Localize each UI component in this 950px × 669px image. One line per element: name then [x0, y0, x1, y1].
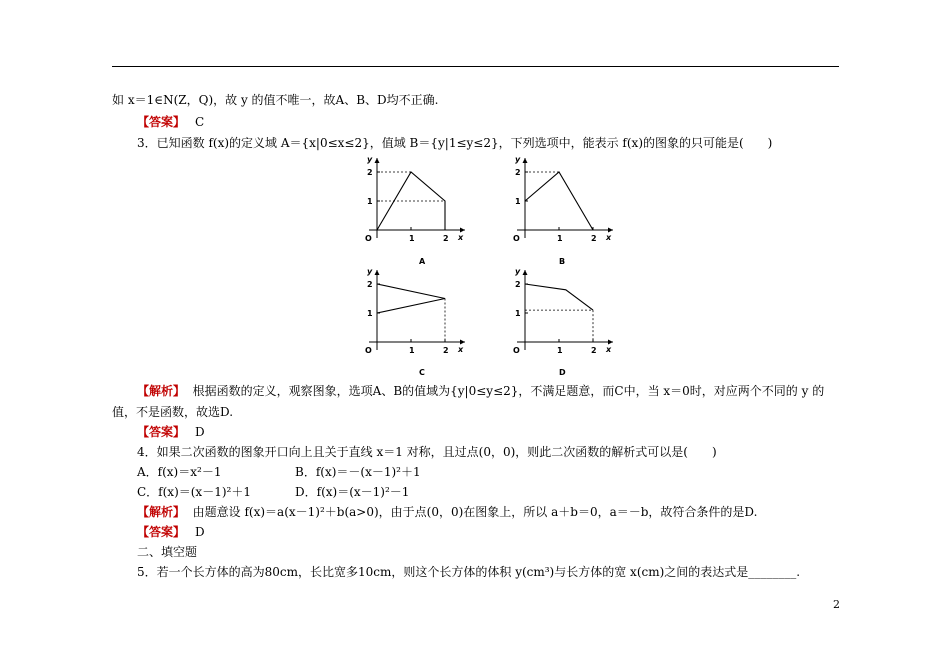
analysis-1-text: 根据函数的定义，观察图象，选项A、B的值域为{y|0≤y≤2}，不满足题意，而C中，当 x＝0时，对应两个不同的 y 的 [192, 384, 825, 398]
y-axis-label: y [515, 155, 521, 164]
y-arrow [523, 270, 528, 275]
y-tick-label: 1 [367, 197, 373, 206]
y-tick-label: 2 [367, 168, 373, 177]
answer-line-3 [137, 524, 205, 540]
x-arrow [460, 340, 465, 345]
question-3: 3．已知函数 f(x)的定义域 A＝{x|0≤x≤2}，值域 B＝{y|1≤y≤2}，下列选项中，能表示 f(x)的图象的只可能是( ) [137, 136, 773, 150]
x-axis-label: x [458, 233, 464, 242]
x-tick-label: 2 [443, 234, 449, 243]
y-tick-label: 1 [367, 309, 373, 318]
analysis-label: 【解析】 [137, 505, 186, 519]
graph-c-caption: C [419, 368, 425, 377]
graph-d [510, 264, 620, 364]
option-c: C．f(x)＝(x－1)²＋1 [137, 485, 251, 499]
x-arrow [460, 228, 465, 233]
analysis-label: 【解析】 [137, 384, 186, 398]
question-5: 5．若一个长方体的高为80cm，长比宽多10cm，则这个长方体的体积 y(cm³)与长方体的宽 x(cm)之间的表达式是________. [137, 565, 801, 579]
y-axis-label: y [515, 267, 521, 276]
graph-c [362, 264, 472, 364]
y-tick-label: 2 [515, 168, 521, 177]
y-tick-label: 2 [367, 280, 373, 289]
analysis-1-line-1 [137, 383, 824, 399]
x-tick-label: 1 [409, 346, 415, 355]
answer-line-1 [137, 114, 204, 130]
function-curve [525, 284, 593, 310]
graph-a-caption: A [419, 257, 426, 266]
x-arrow [608, 340, 613, 345]
y-tick-label: 1 [515, 197, 521, 206]
graph-d-caption: D [559, 368, 566, 377]
answer-label: 【答案】 [137, 525, 186, 539]
option-d: D．f(x)＝(x－1)²－1 [295, 485, 410, 499]
function-curve [525, 172, 593, 230]
origin-label: O [513, 346, 520, 355]
y-arrow [523, 158, 528, 163]
analysis-2 [137, 504, 757, 520]
origin-label: O [365, 346, 372, 355]
x-tick-label: 2 [443, 346, 449, 355]
section-heading: 二、填空题 [137, 545, 198, 559]
option-a: A．f(x)＝x²－1 [137, 465, 222, 479]
analysis-1-line-2: 值，不是函数，故选D. [112, 405, 234, 419]
question-4: 4．如果二次函数的图象开口向上且关于直线 x＝1 对称，且过点(0，0)，则此二次函数的解析式可以是( ) [137, 445, 717, 459]
graph-a [362, 152, 472, 252]
answer-label: 【答案】 [137, 425, 186, 439]
x-axis-label: x [606, 345, 612, 354]
x-axis-label: x [606, 233, 612, 242]
y-arrow [375, 158, 380, 163]
header-rule [112, 66, 839, 67]
y-tick-label: 2 [515, 280, 521, 289]
answer-line-2 [137, 424, 205, 440]
x-tick-label: 1 [409, 234, 415, 243]
origin-label: O [513, 234, 520, 243]
y-axis-label: y [367, 155, 373, 164]
answer-value: D [195, 425, 205, 439]
answer-value: C [195, 115, 205, 129]
analysis-2-text: 由题意设 f(x)＝a(x－1)²＋b(a>0)，由于点(0，0)在图象上，所以 a＋b＝0，a＝－b，故符合条件的是D. [192, 505, 758, 519]
x-tick-label: 2 [591, 346, 597, 355]
x-tick-label: 2 [591, 234, 597, 243]
paragraph-continuation: 如 x＝1∈N(Z，Q)，故 y 的值不唯一，故A、B、D均不正确. [112, 93, 439, 107]
graph-b-caption: B [559, 257, 566, 266]
x-arrow [608, 228, 613, 233]
x-tick-label: 1 [557, 234, 563, 243]
answer-label: 【答案】 [137, 115, 186, 129]
x-tick-label: 1 [557, 346, 563, 355]
page-number: 2 [833, 598, 840, 611]
y-axis-label: y [367, 267, 373, 276]
y-tick-label: 1 [515, 309, 521, 318]
function-curve [377, 284, 445, 313]
x-axis-label: x [458, 345, 464, 354]
option-b: B．f(x)＝－(x－1)²＋1 [295, 465, 421, 479]
origin-label: O [365, 234, 372, 243]
y-arrow [375, 270, 380, 275]
graph-b [510, 152, 620, 252]
answer-value: D [195, 525, 205, 539]
